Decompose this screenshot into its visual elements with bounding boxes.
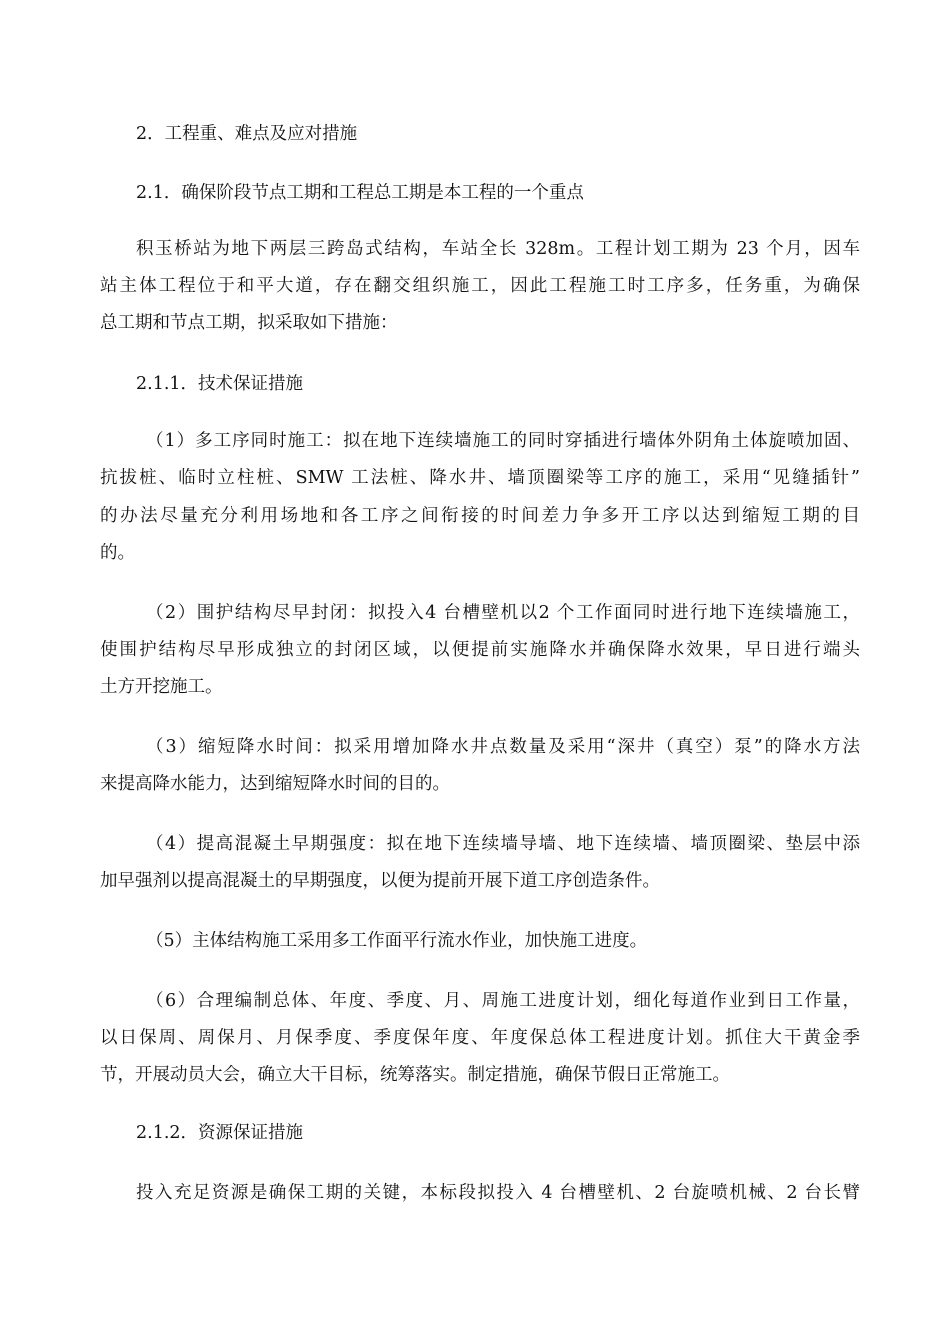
resource-line-1: 投入充足资源是确保工期的关键，本标段拟投入 4 台槽壁机、2 台旋喷机械、2 台长臂 [136,1183,860,1203]
item-2-line-1: （2）围护结构尽早封闭：拟投入4 台槽壁机以2 个工作面同时进行地下连续墙施工， [146,603,860,623]
section-heading-2-1-2: 2.1.2．资源保证措施 [136,1123,304,1143]
section-heading-2-1: 2.1．确保阶段节点工期和工程总工期是本工程的一个重点 [136,183,584,203]
section-heading-2: 2．工程重、难点及应对措施 [136,124,358,144]
item-2-line-2: 使围护结构尽早形成独立的封闭区域，以便提前实施降水并确保降水效果，早日进行端头 [100,640,860,660]
item-2-line-3: 土方开挖施工。 [100,677,223,697]
item-1-line-3: 的办法尽量充分利用场地和各工序之间衔接的时间差力争多开工序以达到缩短工期的目 [100,506,860,526]
item-5-line-1: （5）主体结构施工采用多工作面平行流水作业，加快施工进度。 [146,931,648,951]
item-6-line-2: 以日保周、周保月、月保季度、季度保年度、年度保总体工程进度计划。抓住大干黄金季 [100,1028,860,1048]
intro-line-1: 积玉桥站为地下两层三跨岛式结构，车站全长 328m。工程计划工期为 23 个月，因车 [136,239,860,259]
item-6-line-1: （6）合理编制总体、年度、季度、月、周施工进度计划，细化每道作业到日工作量， [146,991,860,1011]
section-heading-2-1-1: 2.1.1．技术保证措施 [136,374,304,394]
item-6-line-3: 节，开展动员大会，确立大干目标，统筹落实。制定措施，确保节假日正常施工。 [100,1065,730,1085]
intro-line-2: 站主体工程位于和平大道，存在翻交组织施工，因此工程施工时工序多，任务重，为确保 [100,276,860,296]
item-1-line-4: 的。 [100,543,135,563]
item-1-line-2: 抗拔桩、临时立柱桩、SMW 工法桩、降水井、墙顶圈梁等工序的施工，采用“见缝插针” [100,468,860,488]
item-3-line-2: 来提高降水能力，达到缩短降水时间的目的。 [100,774,450,794]
item-3-line-1: （3）缩短降水时间：拟采用增加降水井点数量及采用“深井（真空）泵”的降水方法 [146,737,860,757]
intro-line-3: 总工期和节点工期，拟采取如下措施： [100,313,398,333]
item-1-line-1: （1）多工序同时施工：拟在地下连续墙施工的同时穿插进行墙体外阴角土体旋喷加固、 [146,431,860,451]
item-4-line-1: （4）提高混凝土早期强度：拟在地下连续墙导墙、地下连续墙、墙顶圈梁、垫层中添 [146,834,860,854]
item-4-line-2: 加早强剂以提高混凝土的早期强度，以便为提前开展下道工序创造条件。 [100,871,660,891]
